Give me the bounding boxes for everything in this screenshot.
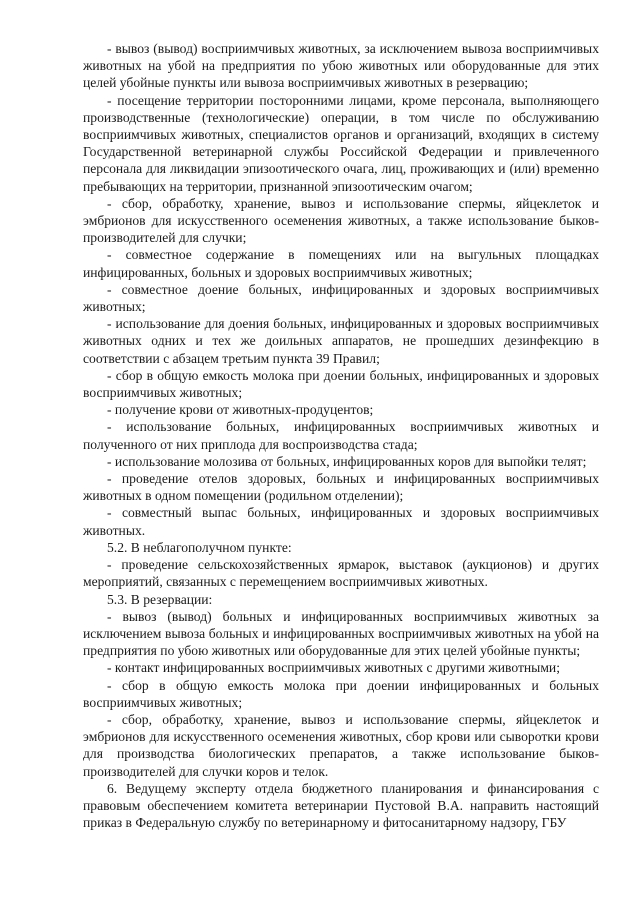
paragraph-10: - использование молозива от больных, инфицированных коров для выпойки телят; [107, 453, 587, 469]
paragraph-8: - получение крови от животных-продуцентов; [107, 402, 374, 418]
section-heading-5-2: 5.2. В неблагополучном пункте: [107, 539, 292, 555]
paragraph-13: - проведение сельскохозяйственных ярмарок, выставок (аукционов) и других мероприятий, связанных с перемещением восприимчивых животных. [83, 557, 599, 590]
paragraph-16: - сбор в общую емкость молока при доении инфицированных и больных восприимчивых животных; [83, 677, 599, 710]
section-heading-5-3: 5.3. В резервации: [107, 591, 213, 607]
paragraph-6: - использование для доения больных, инфицированных и здоровых восприимчивых животных одних и тех же доильных аппаратов, не прошедших дезинфекцию в соответствии с абзацем третьим пункта 39 Правил; [83, 316, 599, 366]
document-page [83, 40, 599, 831]
paragraph-5: - совместное доение больных, инфицированных и здоровых восприимчивых животных; [83, 281, 599, 315]
paragraph-1: - вывоз (вывод) восприимчивых животных, за исключением вывоза восприимчивых животных на убой на предприятия по убою животных или оборудованные для этих целей убойные пункты или вывоза восприимчивых животных в резервацию; [83, 41, 599, 91]
paragraph-9: - использование больных, инфицированных восприимчивых животных и полученного от них приплода для воспроизводства стада; [83, 419, 599, 452]
paragraph-11: - проведение отелов здоровых, больных и инфицированных восприимчивых животных в одном помещении (родильном отделении); [83, 471, 599, 504]
paragraph-12: - совместный выпас больных, инфицированных и здоровых восприимчивых животных. [83, 505, 599, 538]
paragraph-14: - вывоз (вывод) больных и инфицированных восприимчивых животных за исключением вывоза больных и инфицированных восприимчивых животных на убой на предприятия по убою животных или оборудованные для этих целей убойные пункты; [83, 608, 599, 659]
paragraph-17: - сбор, обработку, хранение, вывоз и использование спермы, яйцеклеток и эмбрионов для искусственного осеменения животных, сбор крови или сыворотки крови для производства биологических препаратов, а также использование быков-производителей для случки коров и телок. [83, 711, 599, 779]
paragraph-2: - посещение территории посторонними лицами, кроме персонала, выполняющего производственные (технологические) операции, в том числе по обслуживанию восприимчивых животных, специалистов органов и организаций, входящих в систему Государственной ветеринарной службы Российской Федерации и привлеченного персонала для ликвидации эпизоотического очага, лиц, проживающих и (или) временно пребывающих на территории, признанной эпизоотическим очагом; [83, 92, 599, 194]
paragraph-7: - сбор в общую емкость молока при доении больных, инфицированных и здоровых восприимчивых животных; [83, 367, 599, 401]
paragraph-15: - контакт инфицированных восприимчивых животных с другими животными; [107, 660, 560, 676]
paragraph-4: - совместное содержание в помещениях или на выгульных площадках инфицированных, больных и здоровых восприимчивых животных; [83, 247, 599, 280]
paragraph-18: 6. Ведущему эксперту отдела бюджетного планирования и финансирования с правовым обеспечением комитета ветеринарии Пустовой В.А. направить настоящий приказ в Федеральную службу по ветеринарному и фитосанитарному надзору, ГБУ [83, 780, 599, 831]
paragraph-3: - сбор, обработку, хранение, вывоз и использование спермы, яйцеклеток и эмбрионов для искусственного осеменения животных, а также использование быков-производителей для случки; [83, 195, 599, 246]
